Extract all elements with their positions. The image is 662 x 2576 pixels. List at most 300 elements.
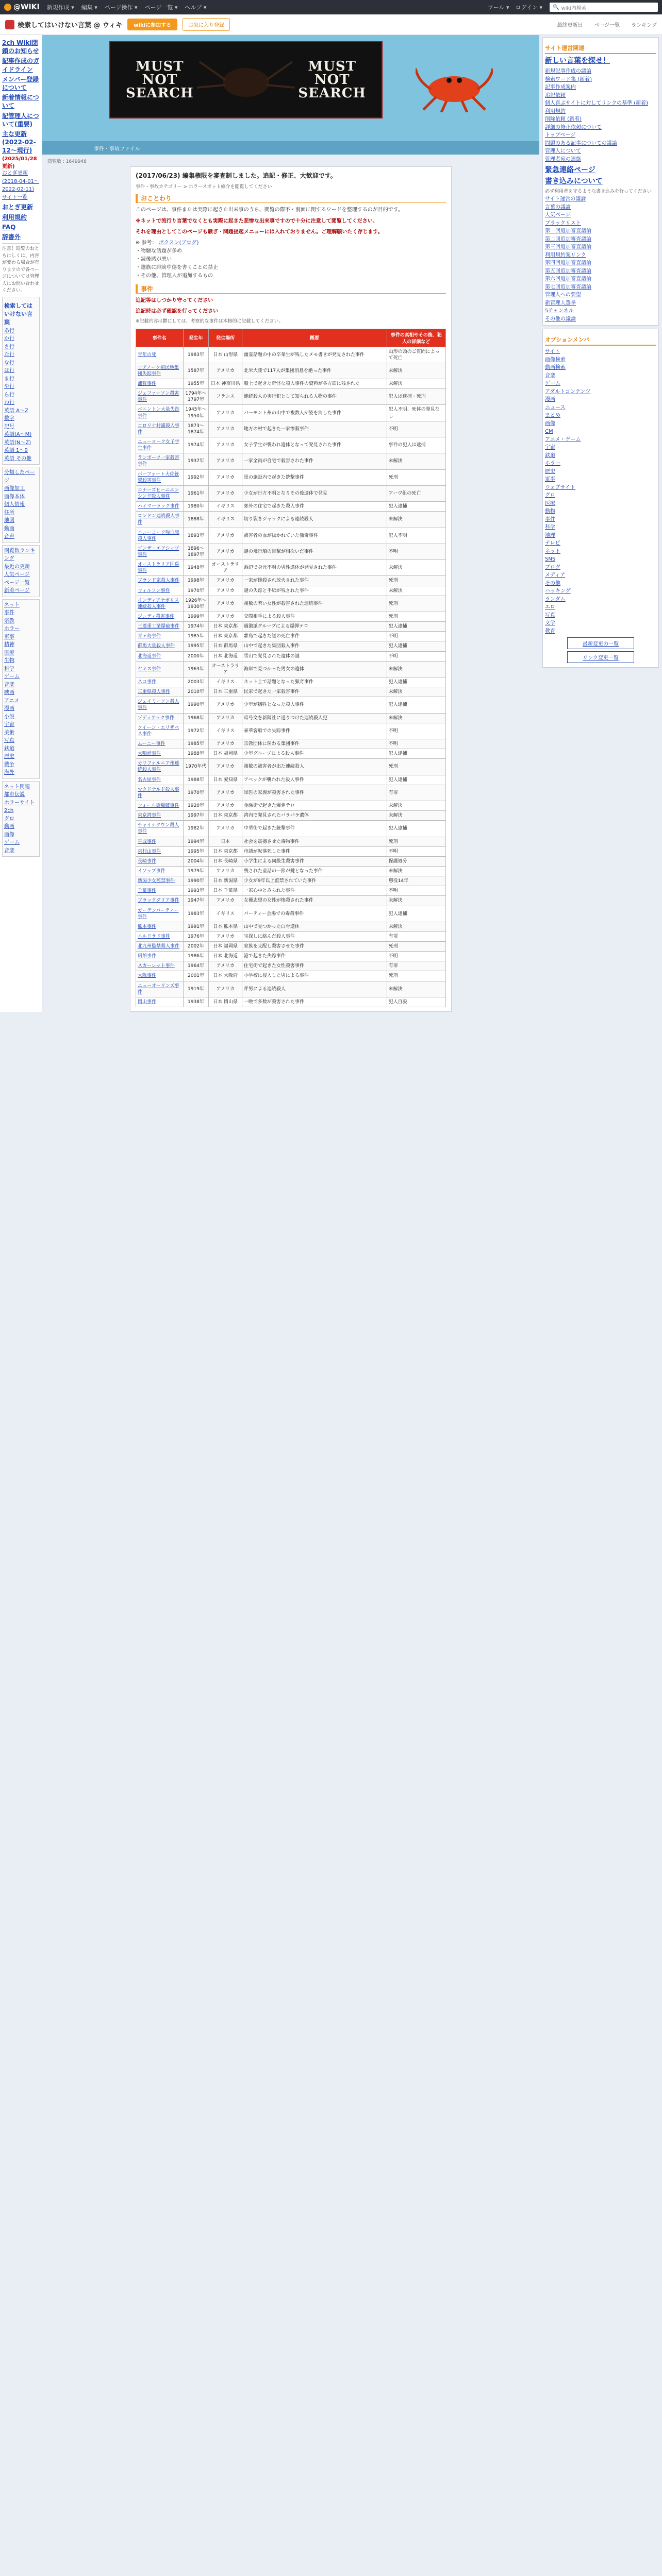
logo-text: @WIKI	[13, 3, 40, 11]
menu-help[interactable]: ヘルプ ▾	[185, 4, 207, 11]
left-section-link[interactable]: 2ch	[4, 808, 14, 814]
index-link[interactable]: さ行	[4, 344, 14, 350]
cell-sum: 小学校に侵入した男による事件	[242, 971, 387, 981]
index2-link[interactable]: 英語 その他	[4, 455, 32, 462]
cell-stat: 未解決	[387, 713, 445, 723]
table-row	[136, 697, 446, 713]
cell-place: アメリカ	[209, 866, 242, 876]
cell-name[interactable]: ゴンザ・エアシップ事件	[136, 544, 184, 560]
left-section-link[interactable]: 画像	[4, 832, 14, 838]
cell-sum: 海岸で見つかった男女の遺体	[242, 661, 387, 677]
left-section-link[interactable]: 音楽	[4, 682, 14, 688]
right-option-link[interactable]: 鉄道	[545, 452, 555, 459]
search-input[interactable]	[550, 3, 658, 12]
cell-place: 日本 福岡県	[209, 749, 242, 759]
right-link[interactable]: 個人喜ぶサイトに対してリンクの基準 (新着)	[545, 100, 649, 107]
left-misc-link[interactable]: おとぎ更新(2018-04-01〜2022-02-11)	[2, 171, 40, 193]
right-discussion-link[interactable]: 第七回追加審査議論	[545, 284, 591, 290]
right-option-link[interactable]: 医療	[545, 500, 555, 506]
cell-name[interactable]: ネコ事件	[136, 677, 184, 687]
ranking-link[interactable]: ランキング	[631, 23, 657, 28]
cell-yr: 1970年	[183, 586, 209, 596]
index-link[interactable]: か行	[4, 336, 14, 342]
left-nav-link[interactable]: 新着情報について	[2, 94, 39, 110]
index-link[interactable]: 英語 A〜Z	[4, 408, 28, 414]
cell-sum: 過激派グループによる爆弾テロ	[242, 622, 387, 632]
index-link[interactable]: 記号	[4, 423, 14, 430]
cell-name[interactable]: 熊本事件	[136, 922, 184, 931]
cell-place: イギリス	[209, 906, 242, 922]
right-discussion-link[interactable]: 第三回追加審査議論	[545, 244, 591, 250]
cell-name[interactable]: インディアナポリス連続殺人事件	[136, 596, 184, 612]
cell-name[interactable]: ウィルソン事件	[136, 586, 184, 596]
cell-yr: 1976年	[183, 931, 209, 941]
right-option-link[interactable]: アニメ・ゲーム	[545, 436, 581, 443]
menu-edit[interactable]: 編集 ▾	[81, 4, 97, 11]
cell-name[interactable]: チャイナタウン殺人事件	[136, 821, 184, 837]
cell-stat: 未解決	[387, 981, 445, 997]
index2-link[interactable]: 英語(A〜M)	[4, 432, 32, 438]
index2-link[interactable]: 英語(N〜Z)	[4, 439, 31, 446]
right-option-link[interactable]: 音楽	[545, 372, 555, 379]
table-row	[136, 997, 446, 1007]
cell-name[interactable]: ベニントン大量失踪事件	[136, 405, 184, 421]
col-year-header: 発生年	[183, 329, 209, 347]
right-link[interactable]: 新規記事作成の議論	[545, 69, 591, 75]
cell-name[interactable]: ジェイミーソン殺人事件	[136, 697, 184, 713]
banner-nav-link[interactable]: 事件・事故ファイル	[94, 146, 140, 152]
cell-name[interactable]: 岡山事件	[136, 997, 184, 1007]
cell-name[interactable]: ムーニー事件	[136, 739, 184, 749]
cell-name[interactable]: コナーズヒーニエンシング殺人事件	[136, 485, 184, 501]
right-posting-link[interactable]: 書き込みについて	[545, 177, 603, 186]
left-section-link[interactable]: 写真	[4, 738, 14, 744]
crab-illustration-icon	[416, 61, 493, 112]
cell-stat: 未解決	[387, 922, 445, 931]
event-note-3: ※記載内容は鬱にしては、考察的な事件は本格的に記載してください。	[136, 319, 284, 324]
cell-name[interactable]: ブラックダリア事件	[136, 896, 184, 906]
cell-name[interactable]: ガーデンパーティー事件	[136, 906, 184, 922]
cell-name[interactable]: ヤミス事件	[136, 661, 184, 677]
right-discussion-link[interactable]: 第二回追加審査議論	[545, 236, 591, 242]
left-section-link[interactable]: ホラー	[4, 626, 20, 632]
right-big-link[interactable]: 新しい言葉を探せ！	[545, 57, 610, 65]
cell-name[interactable]: ハイマーラック事件	[136, 502, 184, 512]
cell-name[interactable]: ボーフォート大佐銃撃殺害事件	[136, 469, 184, 485]
table-row	[136, 502, 446, 512]
right-option-link[interactable]: CM	[545, 429, 553, 435]
right-discussion-link[interactable]: 第一回追加審査議論	[545, 228, 591, 234]
wiki-name[interactable]	[5, 20, 122, 29]
see-also	[136, 239, 446, 247]
left-menu	[0, 35, 42, 1012]
left-section-link[interactable]: 住所	[4, 510, 14, 516]
menu-new[interactable]: 新規作成 ▾	[46, 4, 74, 11]
cell-sum: 謎の飛行船の目撃が相次いだ事件	[242, 544, 387, 560]
right-option-link[interactable]: 歴史	[545, 468, 555, 474]
cell-yr: 2000年	[183, 651, 209, 661]
right-option-link[interactable]: まとめ	[545, 413, 560, 419]
menu-page-ops[interactable]: ページ操作 ▾	[104, 4, 138, 11]
cell-sum: 宗教団体に関わる集団事件	[242, 739, 387, 749]
right-link[interactable]: 追記依頼	[545, 92, 566, 98]
cell-place: アメリカ	[209, 713, 242, 723]
cell-stat: 未解決	[387, 560, 445, 576]
index-link[interactable]: あ行	[4, 328, 14, 334]
left-section-link[interactable]: 医療	[4, 650, 14, 656]
left-section-link[interactable]: 宇宙	[4, 722, 14, 728]
right-option-link[interactable]: 画像	[545, 420, 555, 427]
right-option-link[interactable]: ホラー	[545, 461, 560, 467]
left-section-link[interactable]: 漫画	[4, 706, 14, 712]
cell-place: アメリカ	[209, 544, 242, 560]
right-option-link[interactable]: ネット	[545, 548, 560, 554]
cell-yr: 1961年	[183, 485, 209, 501]
cell-yr: 1955年	[183, 379, 209, 389]
right-discussion-link[interactable]: ブラックリスト	[545, 220, 581, 226]
col-name-header: 事件名	[136, 329, 184, 347]
left-section-link[interactable]: 生物	[4, 658, 14, 664]
left-nav-link[interactable]: メンバー登録について	[2, 75, 39, 91]
cell-name[interactable]: ウォール街爆破事件	[136, 801, 184, 810]
cell-name[interactable]: ランポーツ一家殺害事件	[136, 453, 184, 469]
left-misc-link[interactable]: FAQ	[2, 223, 16, 231]
menu-page-list[interactable]: ページ一覧 ▾	[144, 4, 178, 11]
left-update-date: (2025/01/28更新)	[2, 156, 37, 170]
left-section-link[interactable]: ネット	[4, 602, 20, 608]
page-list-link[interactable]: ページ一覧	[594, 23, 620, 28]
right-discussion-link[interactable]: サイト運営の議論	[545, 196, 586, 202]
left-section-link[interactable]: 人気ページ	[4, 572, 30, 578]
cell-name[interactable]: 千葉事件	[136, 886, 184, 896]
left-section-link[interactable]: 歴史	[4, 754, 14, 760]
cell-name[interactable]: カリフォルニア州連続殺人事件	[136, 759, 184, 775]
left-section-link[interactable]: 映画	[4, 690, 14, 696]
cell-place: アメリカ	[209, 759, 242, 775]
right-option-link[interactable]: サイト	[545, 349, 560, 355]
cell-stat: 犯人逮捕	[387, 749, 445, 759]
right-option-link[interactable]: 軍事	[545, 477, 555, 483]
left-section-link[interactable]: 新着ページ	[4, 588, 30, 594]
cell-yr: 1998年	[183, 576, 209, 586]
right-link[interactable]: 記事作成案内	[545, 84, 576, 91]
left-section-link[interactable]: 音楽	[4, 848, 14, 854]
notice-heading: おことわり	[136, 194, 446, 203]
wiki-icon	[5, 20, 14, 29]
cell-name[interactable]: 函館事件	[136, 952, 184, 961]
cell-name[interactable]: 平成事件	[136, 837, 184, 846]
cell-place: アメリカ	[209, 821, 242, 837]
cell-stat: 有罪	[387, 785, 445, 801]
cell-name[interactable]: 大阪事件	[136, 971, 184, 981]
left-section-link[interactable]: 小説	[4, 714, 14, 720]
cell-name[interactable]: 犬鳴峠事件	[136, 749, 184, 759]
cell-name[interactable]: ジェファーソン殺害事件	[136, 389, 184, 405]
cell-name[interactable]: ニューヨーク吸血鬼殺人事件	[136, 528, 184, 544]
right-option-link[interactable]: ハッキング	[545, 588, 571, 595]
left-misc-link[interactable]: サイト一覧	[2, 194, 28, 200]
index-link[interactable]: ま行	[4, 376, 14, 382]
left-misc-link[interactable]: おとぎ更新	[2, 204, 34, 211]
left-section-link[interactable]: 科学	[4, 666, 14, 672]
cell-name[interactable]: ロンドン連続殺人事件	[136, 512, 184, 528]
col-status-header: 事件の真相やその後、犯人の詳細など	[387, 329, 445, 347]
right-option-link[interactable]: テレビ	[545, 540, 560, 547]
right-discussion-link[interactable]: 言葉の議論	[545, 204, 571, 210]
right-option-link[interactable]: ランダム	[545, 596, 566, 602]
atwiki-logo[interactable]	[4, 3, 40, 11]
banner-nav	[42, 141, 539, 155]
right-link[interactable]: 削除依頼 (新着)	[545, 116, 582, 123]
left-misc-link[interactable]: 辞書外	[2, 233, 21, 241]
cell-stat: 犯人不明	[387, 528, 445, 544]
right-discussion-link[interactable]: 5チャンネル	[545, 308, 574, 314]
left-nav-link[interactable]: 2ch Wiki閉鎖のお知らせ	[2, 39, 39, 55]
right-option-link[interactable]: 漫画	[545, 397, 555, 403]
index-link[interactable]: わ行	[4, 400, 14, 406]
cell-name[interactable]: 北海道事件	[136, 651, 184, 661]
left-section-link[interactable]: 戦争	[4, 761, 14, 768]
right-option-link[interactable]: 科学	[545, 524, 555, 531]
right-discussion-link[interactable]: その他の議論	[545, 316, 576, 322]
right-link[interactable]: 利用規約	[545, 108, 566, 114]
cell-name[interactable]: 三菱重工業爆破事件	[136, 622, 184, 632]
table-row	[136, 739, 446, 749]
right-option-link[interactable]: 動物	[545, 509, 555, 515]
recent-updates-link[interactable]: 最終更新日	[557, 23, 583, 28]
cell-name[interactable]: 新潟少女監禁事件	[136, 876, 184, 886]
cell-name[interactable]: 名古屋事件	[136, 775, 184, 785]
cell-sum: 少女が9年以上監禁されていた事件	[242, 876, 387, 886]
left-section-link[interactable]: 地図	[4, 518, 14, 524]
right-emergency-link[interactable]: 緊急連絡ページ	[545, 166, 595, 175]
right-option-link[interactable]: 事件	[545, 516, 555, 522]
left-nav-link[interactable]: 記管理人について(重要)	[2, 112, 39, 128]
cell-name[interactable]: エルドラド事件	[136, 931, 184, 941]
left-section-link[interactable]: 音声	[4, 534, 14, 540]
left-section-link[interactable]: 個人情報	[4, 502, 25, 508]
join-wiki-button[interactable]: wikiに参加する	[127, 19, 177, 30]
right-option-link[interactable]: 教育	[545, 628, 555, 634]
cell-name[interactable]: ゾディアック事件	[136, 713, 184, 723]
table-row	[136, 389, 446, 405]
cell-place: 日本 新潟県	[209, 876, 242, 886]
login-menu[interactable]: ログイン ▾	[515, 4, 542, 11]
cell-place: 日本 群馬県	[209, 641, 242, 651]
cell-yr: 1945年〜1950年	[183, 405, 209, 421]
right-option-link[interactable]: ブログ	[545, 564, 560, 570]
cell-sum: バーモント州の山中で複数人が姿を消した事件	[242, 405, 387, 421]
cell-place: イギリス	[209, 723, 242, 739]
cell-sum: 被害者の血が抜かれていた猟奇事件	[242, 528, 387, 544]
right-discussion-link[interactable]: 第五回追加審査議論	[545, 268, 591, 274]
left-nav-link[interactable]: 記事作成のガイドライン	[2, 57, 40, 73]
favorite-button[interactable]: お気に入り登録	[183, 18, 230, 31]
cell-name[interactable]: マクドナルド殺人事件	[136, 785, 184, 801]
wiki-header-links	[557, 21, 657, 28]
table-row	[136, 856, 446, 866]
cell-name[interactable]: ロアノーク植民地集団失踪事件	[136, 363, 184, 379]
right-discussion-link[interactable]: 人気ページ	[545, 212, 571, 218]
cell-name[interactable]: 東村山事件	[136, 846, 184, 856]
index2-link[interactable]: 英語 1〜9	[4, 448, 28, 454]
right-option-link[interactable]: エロ	[545, 604, 555, 611]
left-section-link[interactable]: ネット関連	[4, 784, 30, 790]
right-option-link[interactable]: 画像検索	[545, 357, 566, 363]
right-option-link[interactable]: メディア	[545, 572, 566, 579]
right-option-link[interactable]: アダルトコンテンツ	[545, 388, 591, 395]
warning-text-2: それを理由としてこのページも騒ぎ・問題提起メニューには入れておりません。ご理解願いたく存じます。	[136, 229, 383, 235]
cell-name[interactable]: 東京湾事件	[136, 811, 184, 821]
cell-sum: 雪山で発見された遺体の謎	[242, 651, 387, 661]
cell-name[interactable]: クイーン・エリザベス事件	[136, 723, 184, 739]
cell-yr: 1937年	[183, 453, 209, 469]
cell-name[interactable]: ジュディ殺害事件	[136, 612, 184, 622]
table-row	[136, 632, 446, 641]
index-link[interactable]: な行	[4, 360, 14, 366]
see-also-link[interactable]: ボクスン(ブログ)	[158, 240, 199, 246]
left-section-link[interactable]: 画像本体	[4, 494, 25, 500]
right-link[interactable]: 詳細の修正依頼について	[545, 124, 602, 130]
right-option-link[interactable]: 宇宙	[545, 445, 555, 451]
index-link[interactable]: 数字	[4, 416, 14, 422]
cell-name[interactable]: 北九州監禁殺人事件	[136, 942, 184, 952]
index-link[interactable]: や行	[4, 384, 14, 390]
left-section-link[interactable]: ページ一覧	[4, 580, 30, 586]
left-section-link[interactable]: 事件	[4, 610, 14, 616]
left-section-link[interactable]: 海外	[4, 770, 14, 776]
left-section-link[interactable]: 動画	[4, 526, 14, 532]
left-section-link[interactable]: ゲーム	[4, 674, 20, 680]
cell-sum: 民家で起きた一家殺害事件	[242, 687, 387, 697]
left-section-link[interactable]: 閲覧数ランキング	[4, 548, 35, 562]
cell-name[interactable]: コロリナ村浦殺人事件	[136, 421, 184, 437]
rule-item: ・読後感が悪い	[136, 257, 172, 262]
cell-sum: 連続殺人の実行犯として知られる人物の事件	[242, 389, 387, 405]
left-section-link[interactable]: ゲーム	[4, 840, 20, 846]
cell-stat: 未解決	[387, 661, 445, 677]
right-box-site	[542, 37, 659, 326]
index-link[interactable]: た行	[4, 352, 14, 358]
index-title: 検索してはいけない言葉	[4, 302, 32, 326]
left-section-link[interactable]: 都市伝説	[4, 792, 25, 798]
cell-yr: 1986年	[183, 952, 209, 961]
cell-name[interactable]: 浦賀事件	[136, 379, 184, 389]
index-link[interactable]: ら行	[4, 392, 14, 398]
cell-sum: 湾内で発見されたバラバラ遺体	[242, 811, 387, 821]
cell-name[interactable]: 三重県殺人事件	[136, 687, 184, 697]
right-link[interactable]: 検索ワード集 (新着)	[545, 76, 592, 82]
left-section-link[interactable]: 軍事	[4, 634, 14, 640]
cell-yr: 1992年	[183, 469, 209, 485]
cell-name[interactable]: ニューオーリンズ事件	[136, 981, 184, 997]
cell-place: イギリス	[209, 502, 242, 512]
cell-name[interactable]: 群馬大量殺人事件	[136, 641, 184, 651]
right-link[interactable]: 問題のある記事についての議論	[545, 140, 617, 146]
cell-place: オーストラリア	[209, 560, 242, 576]
table-row	[136, 528, 446, 544]
cell-stat: 未解決	[387, 512, 445, 528]
right-option-link[interactable]: ニュース	[545, 404, 566, 411]
cell-yr: 1938年	[183, 997, 209, 1007]
left-section-box	[2, 467, 40, 543]
left-section-link[interactable]: 画像加工	[4, 486, 25, 492]
right-option-link[interactable]: 地理	[545, 532, 555, 538]
cell-yr: 1980年	[183, 502, 209, 512]
recent-changes-button[interactable]: 最新変更の一覧	[567, 637, 634, 649]
right-discussion-link[interactable]: 新管理人選挙	[545, 300, 576, 306]
right-option-link[interactable]: SNS	[545, 556, 556, 563]
right-option-link[interactable]: ウェブサイト	[545, 484, 575, 490]
cell-sum: 少年が犠牲となった殺人事件	[242, 697, 387, 713]
right-discussion-link[interactable]: 第六回追加審査議論	[545, 276, 591, 282]
cell-place: 日本 大阪府	[209, 971, 242, 981]
cell-name[interactable]: イソップ事件	[136, 866, 184, 876]
left-section-link[interactable]: 精神	[4, 642, 14, 648]
cell-stat: 不明	[387, 544, 445, 560]
right-link[interactable]: 管理者宛の連絡	[545, 156, 581, 162]
cell-stat: 不明	[387, 651, 445, 661]
table-row	[136, 981, 446, 997]
cell-sum: 港で起きた失踪事件	[242, 952, 387, 961]
right-option-link[interactable]: その他	[545, 580, 560, 586]
table-row	[136, 544, 446, 560]
cell-sum: 斧男による連続殺人	[242, 981, 387, 997]
cell-name[interactable]: ニューヨーク女子学生事件	[136, 437, 184, 453]
cell-name[interactable]: 長崎事件	[136, 856, 184, 866]
index-link[interactable]: は行	[4, 368, 14, 374]
table-row	[136, 801, 446, 810]
right-option-link[interactable]: 文学	[545, 620, 555, 626]
left-section-link[interactable]: 宗教	[4, 618, 14, 624]
left-section-link[interactable]: グロ	[4, 816, 14, 822]
right-option-link[interactable]: 動画検索	[545, 365, 566, 371]
link-changes-button[interactable]: リンク変更一覧	[567, 651, 634, 663]
right-link[interactable]: トップページ	[545, 132, 576, 139]
left-section-link[interactable]: 分類したページ	[4, 470, 35, 484]
cell-stat: 死刑	[387, 576, 445, 586]
right-discussion-link[interactable]: 管理人への要望	[545, 292, 581, 298]
left-section-box	[2, 599, 40, 779]
right-discussion-link[interactable]: 第四回追加審査議論	[545, 260, 591, 266]
cell-name[interactable]: ブランド家殺人事件	[136, 576, 184, 586]
cell-sum: 浜辺で身元不明の男性遺体が発見された事件	[242, 560, 387, 576]
left-section-link[interactable]: 美術	[4, 730, 14, 736]
left-section-link[interactable]: 動画	[4, 824, 14, 830]
cell-name[interactable]: スカーレット事件	[136, 961, 184, 971]
cell-stat: アーヴ組の死亡	[387, 485, 445, 501]
tools-menu[interactable]: ツール ▾	[487, 4, 509, 11]
left-misc-link[interactable]: 利用規約	[2, 213, 27, 221]
table-row	[136, 586, 446, 596]
left-section-link[interactable]: 最近の更新	[4, 564, 30, 570]
right-option-link[interactable]: グロ	[545, 493, 555, 499]
cell-name[interactable]: 青年の死	[136, 347, 184, 363]
left-section-link[interactable]: 鉄道	[4, 745, 14, 752]
cell-yr: 2004年	[183, 856, 209, 866]
right-discussion-link[interactable]: 利用規約案リンク	[545, 252, 586, 258]
cell-place: 日本 東京都	[209, 632, 242, 641]
cell-name[interactable]: オーストラリア国巡事件	[136, 560, 184, 576]
left-section-link[interactable]: ホラーサイト	[4, 800, 35, 806]
left-section-link[interactable]: アニメ	[4, 698, 20, 704]
right-option-link[interactable]: 写真	[545, 612, 555, 618]
right-link[interactable]: 管理人について	[545, 148, 581, 155]
cell-name[interactable]: 青ヶ島事件	[136, 632, 184, 641]
cell-yr: 1948年	[183, 560, 209, 576]
right-option-link[interactable]: ゲーム	[545, 381, 560, 387]
left-nav-link[interactable]: 主な更新(2022-02-12〜現行)	[2, 130, 36, 155]
